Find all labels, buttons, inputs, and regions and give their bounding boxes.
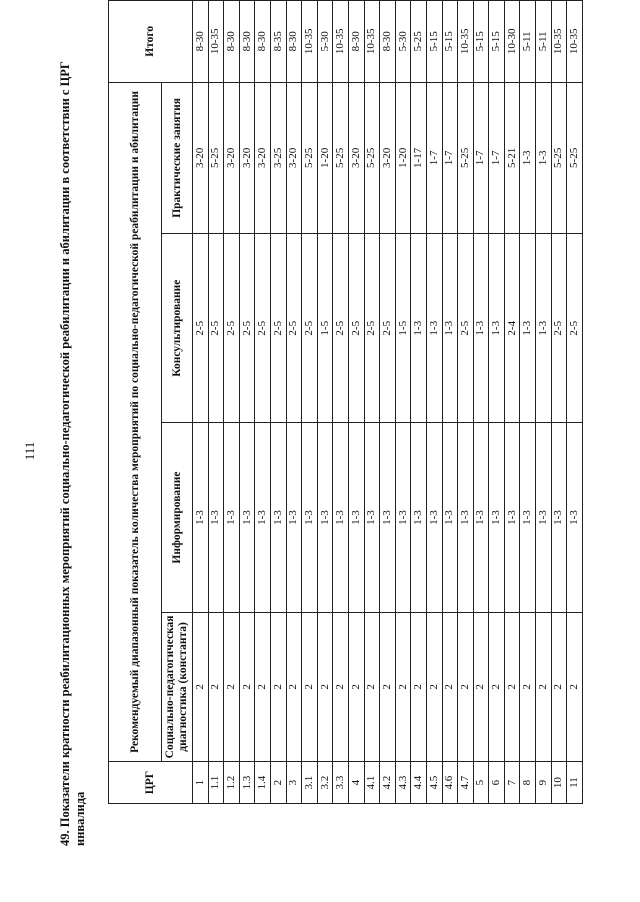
- cell-crg: 8: [520, 762, 536, 804]
- cell-cons: 2-5: [333, 234, 349, 423]
- table-row: [224, 1, 240, 804]
- cell-total: 8-30: [193, 1, 209, 83]
- table-row: [364, 1, 380, 804]
- table-row: [504, 1, 520, 804]
- cell-total: 10-35: [302, 1, 318, 83]
- cell-total: 8-30: [239, 1, 255, 83]
- cell-crg: 2: [270, 762, 286, 804]
- cell-diag: 2: [458, 612, 474, 761]
- cell-cons: 1-3: [426, 234, 442, 423]
- table-row: [395, 1, 411, 804]
- cell-cons: 1-5: [395, 234, 411, 423]
- cell-total: 5-30: [317, 1, 333, 83]
- cell-cons: 2-5: [208, 234, 224, 423]
- table-row: [442, 1, 458, 804]
- cell-prac: 5-25: [458, 82, 474, 233]
- cell-diag: 2: [333, 612, 349, 761]
- page-number: 111: [22, 441, 37, 461]
- table-row: [333, 1, 349, 804]
- table-row: [286, 1, 302, 804]
- cell-cons: 1-3: [536, 234, 552, 423]
- cell-info: 1-3: [504, 423, 520, 612]
- cell-total: 10-35: [333, 1, 349, 83]
- cell-cons: 2-5: [458, 234, 474, 423]
- cell-prac: 1-7: [442, 82, 458, 233]
- cell-prac: 5-25: [208, 82, 224, 233]
- header-informing: Информирование: [162, 423, 193, 612]
- cell-crg: 5: [473, 762, 489, 804]
- cell-crg: 4.5: [426, 762, 442, 804]
- cell-prac: 3-25: [270, 82, 286, 233]
- cell-info: 1-3: [489, 423, 505, 612]
- cell-prac: 1-20: [395, 82, 411, 233]
- table-row: [551, 1, 567, 804]
- cell-info: 1-3: [193, 423, 209, 612]
- cell-prac: 5-25: [567, 82, 583, 233]
- cell-info: 1-3: [208, 423, 224, 612]
- cell-diag: 2: [270, 612, 286, 761]
- cell-diag: 2: [551, 612, 567, 761]
- cell-cons: 2-5: [302, 234, 318, 423]
- cell-total: 5-25: [411, 1, 427, 83]
- cell-crg: 3.2: [317, 762, 333, 804]
- cell-cons: 2-5: [193, 234, 209, 423]
- cell-crg: 4.1: [364, 762, 380, 804]
- cell-diag: 2: [348, 612, 364, 761]
- header-practice: Практические занятия: [162, 82, 193, 233]
- cell-diag: 2: [567, 612, 583, 761]
- cell-cons: 2-5: [239, 234, 255, 423]
- cell-diag: 2: [224, 612, 240, 761]
- header-crg: ЦРГ: [109, 762, 193, 804]
- cell-prac: 3-20: [239, 82, 255, 233]
- table-row: [426, 1, 442, 804]
- cell-total: 5-11: [536, 1, 552, 83]
- cell-crg: 6: [489, 762, 505, 804]
- cell-diag: 2: [208, 612, 224, 761]
- cell-info: 1-3: [567, 423, 583, 612]
- header-diagnostics: Социально-педагогическая диагностика (константа): [162, 612, 193, 761]
- cell-diag: 2: [411, 612, 427, 761]
- cell-cons: 1-3: [411, 234, 427, 423]
- cell-cons: 2-5: [551, 234, 567, 423]
- cell-info: 1-3: [348, 423, 364, 612]
- cell-crg: 4: [348, 762, 364, 804]
- cell-crg: 4.2: [380, 762, 396, 804]
- cell-total: 8-30: [380, 1, 396, 83]
- cell-info: 1-3: [551, 423, 567, 612]
- table-row: [536, 1, 552, 804]
- document-heading: 49. Показатели кратности реабилитационных мероприятий социально-педагогической реабилитации и абилитации в соответствии с ЦРГ инвалида: [58, 61, 87, 846]
- cell-diag: 2: [302, 612, 318, 761]
- cell-info: 1-3: [520, 423, 536, 612]
- cell-info: 1-3: [380, 423, 396, 612]
- cell-prac: 5-25: [364, 82, 380, 233]
- cell-info: 1-3: [302, 423, 318, 612]
- cell-info: 1-3: [458, 423, 474, 612]
- cell-diag: 2: [255, 612, 271, 761]
- table-row: [193, 1, 209, 804]
- header-consulting: Консультирование: [162, 234, 193, 423]
- cell-diag: 2: [473, 612, 489, 761]
- cell-crg: 1.1: [208, 762, 224, 804]
- cell-crg: 1.3: [239, 762, 255, 804]
- table-row: [348, 1, 364, 804]
- table-row: [489, 1, 505, 804]
- cell-cons: 1-3: [473, 234, 489, 423]
- table-row: [239, 1, 255, 804]
- cell-cons: 2-5: [364, 234, 380, 423]
- table-row: [270, 1, 286, 804]
- cell-crg: 10: [551, 762, 567, 804]
- cell-total: 10-35: [208, 1, 224, 83]
- table-row: [317, 1, 333, 804]
- rehab-multiplicity-table: [108, 0, 583, 804]
- cell-cons: 2-5: [380, 234, 396, 423]
- cell-cons: 2-4: [504, 234, 520, 423]
- cell-prac: 5-25: [333, 82, 349, 233]
- cell-cons: 2-5: [348, 234, 364, 423]
- cell-diag: 2: [426, 612, 442, 761]
- header-group: Рекомендуемый диапазонный показатель количества мероприятий по социально-педагогической реабилитации и абилитации: [109, 82, 162, 761]
- cell-total: 10-30: [504, 1, 520, 83]
- table-row: [380, 1, 396, 804]
- cell-prac: 1-7: [426, 82, 442, 233]
- cell-prac: 3-20: [286, 82, 302, 233]
- cell-total: 8-30: [286, 1, 302, 83]
- cell-crg: 7: [504, 762, 520, 804]
- cell-info: 1-3: [536, 423, 552, 612]
- cell-cons: 1-5: [317, 234, 333, 423]
- cell-cons: 2-5: [286, 234, 302, 423]
- table-body: [193, 1, 583, 804]
- cell-total: 8-35: [270, 1, 286, 83]
- cell-crg: 1.4: [255, 762, 271, 804]
- cell-total: 5-15: [489, 1, 505, 83]
- cell-diag: 2: [520, 612, 536, 761]
- cell-total: 10-35: [551, 1, 567, 83]
- cell-crg: 4.7: [458, 762, 474, 804]
- cell-prac: 3-20: [193, 82, 209, 233]
- cell-diag: 2: [536, 612, 552, 761]
- cell-total: 5-15: [426, 1, 442, 83]
- cell-crg: 9: [536, 762, 552, 804]
- cell-total: 10-35: [364, 1, 380, 83]
- table-row: [458, 1, 474, 804]
- cell-total: 5-11: [520, 1, 536, 83]
- cell-diag: 2: [286, 612, 302, 761]
- cell-info: 1-3: [426, 423, 442, 612]
- cell-info: 1-3: [411, 423, 427, 612]
- cell-total: 10-35: [567, 1, 583, 83]
- cell-diag: 2: [239, 612, 255, 761]
- cell-prac: 1-20: [317, 82, 333, 233]
- cell-prac: 1-7: [489, 82, 505, 233]
- cell-prac: 3-20: [348, 82, 364, 233]
- cell-crg: 3: [286, 762, 302, 804]
- cell-info: 1-3: [333, 423, 349, 612]
- cell-total: 8-30: [224, 1, 240, 83]
- cell-diag: 2: [442, 612, 458, 761]
- cell-cons: 1-3: [489, 234, 505, 423]
- cell-info: 1-3: [473, 423, 489, 612]
- cell-cons: 2-5: [567, 234, 583, 423]
- cell-cons: 2-5: [270, 234, 286, 423]
- table-row: [473, 1, 489, 804]
- cell-info: 1-3: [442, 423, 458, 612]
- cell-total: 8-30: [348, 1, 364, 83]
- cell-prac: 1-3: [520, 82, 536, 233]
- cell-prac: 5-25: [551, 82, 567, 233]
- cell-info: 1-3: [239, 423, 255, 612]
- cell-info: 1-3: [317, 423, 333, 612]
- header-total: Итого: [109, 1, 193, 83]
- cell-info: 1-3: [395, 423, 411, 612]
- cell-total: 5-15: [473, 1, 489, 83]
- cell-info: 1-3: [364, 423, 380, 612]
- cell-total: 8-30: [255, 1, 271, 83]
- cell-info: 1-3: [224, 423, 240, 612]
- cell-crg: 3.1: [302, 762, 318, 804]
- cell-diag: 2: [317, 612, 333, 761]
- cell-cons: 2-5: [224, 234, 240, 423]
- cell-crg: 3.3: [333, 762, 349, 804]
- cell-info: 1-3: [270, 423, 286, 612]
- cell-diag: 2: [504, 612, 520, 761]
- cell-info: 1-3: [286, 423, 302, 612]
- table-row: [302, 1, 318, 804]
- cell-prac: 3-20: [380, 82, 396, 233]
- cell-prac: 1-3: [536, 82, 552, 233]
- cell-crg: 1: [193, 762, 209, 804]
- cell-info: 1-3: [255, 423, 271, 612]
- cell-cons: 1-3: [520, 234, 536, 423]
- cell-diag: 2: [380, 612, 396, 761]
- cell-crg: 11: [567, 762, 583, 804]
- cell-cons: 1-3: [442, 234, 458, 423]
- cell-diag: 2: [193, 612, 209, 761]
- cell-cons: 2-5: [255, 234, 271, 423]
- cell-total: 5-15: [442, 1, 458, 83]
- table-row: [255, 1, 271, 804]
- cell-prac: 1-17: [411, 82, 427, 233]
- cell-diag: 2: [364, 612, 380, 761]
- table-row: [411, 1, 427, 804]
- cell-diag: 2: [489, 612, 505, 761]
- cell-prac: 3-20: [255, 82, 271, 233]
- cell-crg: 4.3: [395, 762, 411, 804]
- table-row: [520, 1, 536, 804]
- cell-crg: 4.6: [442, 762, 458, 804]
- cell-total: 10-35: [458, 1, 474, 83]
- table-row: [567, 1, 583, 804]
- cell-prac: 3-20: [224, 82, 240, 233]
- cell-total: 5-30: [395, 1, 411, 83]
- cell-prac: 1-7: [473, 82, 489, 233]
- cell-prac: 5-25: [302, 82, 318, 233]
- cell-prac: 5-21: [504, 82, 520, 233]
- cell-crg: 1.2: [224, 762, 240, 804]
- cell-crg: 4.4: [411, 762, 427, 804]
- cell-diag: 2: [395, 612, 411, 761]
- table-row: [208, 1, 224, 804]
